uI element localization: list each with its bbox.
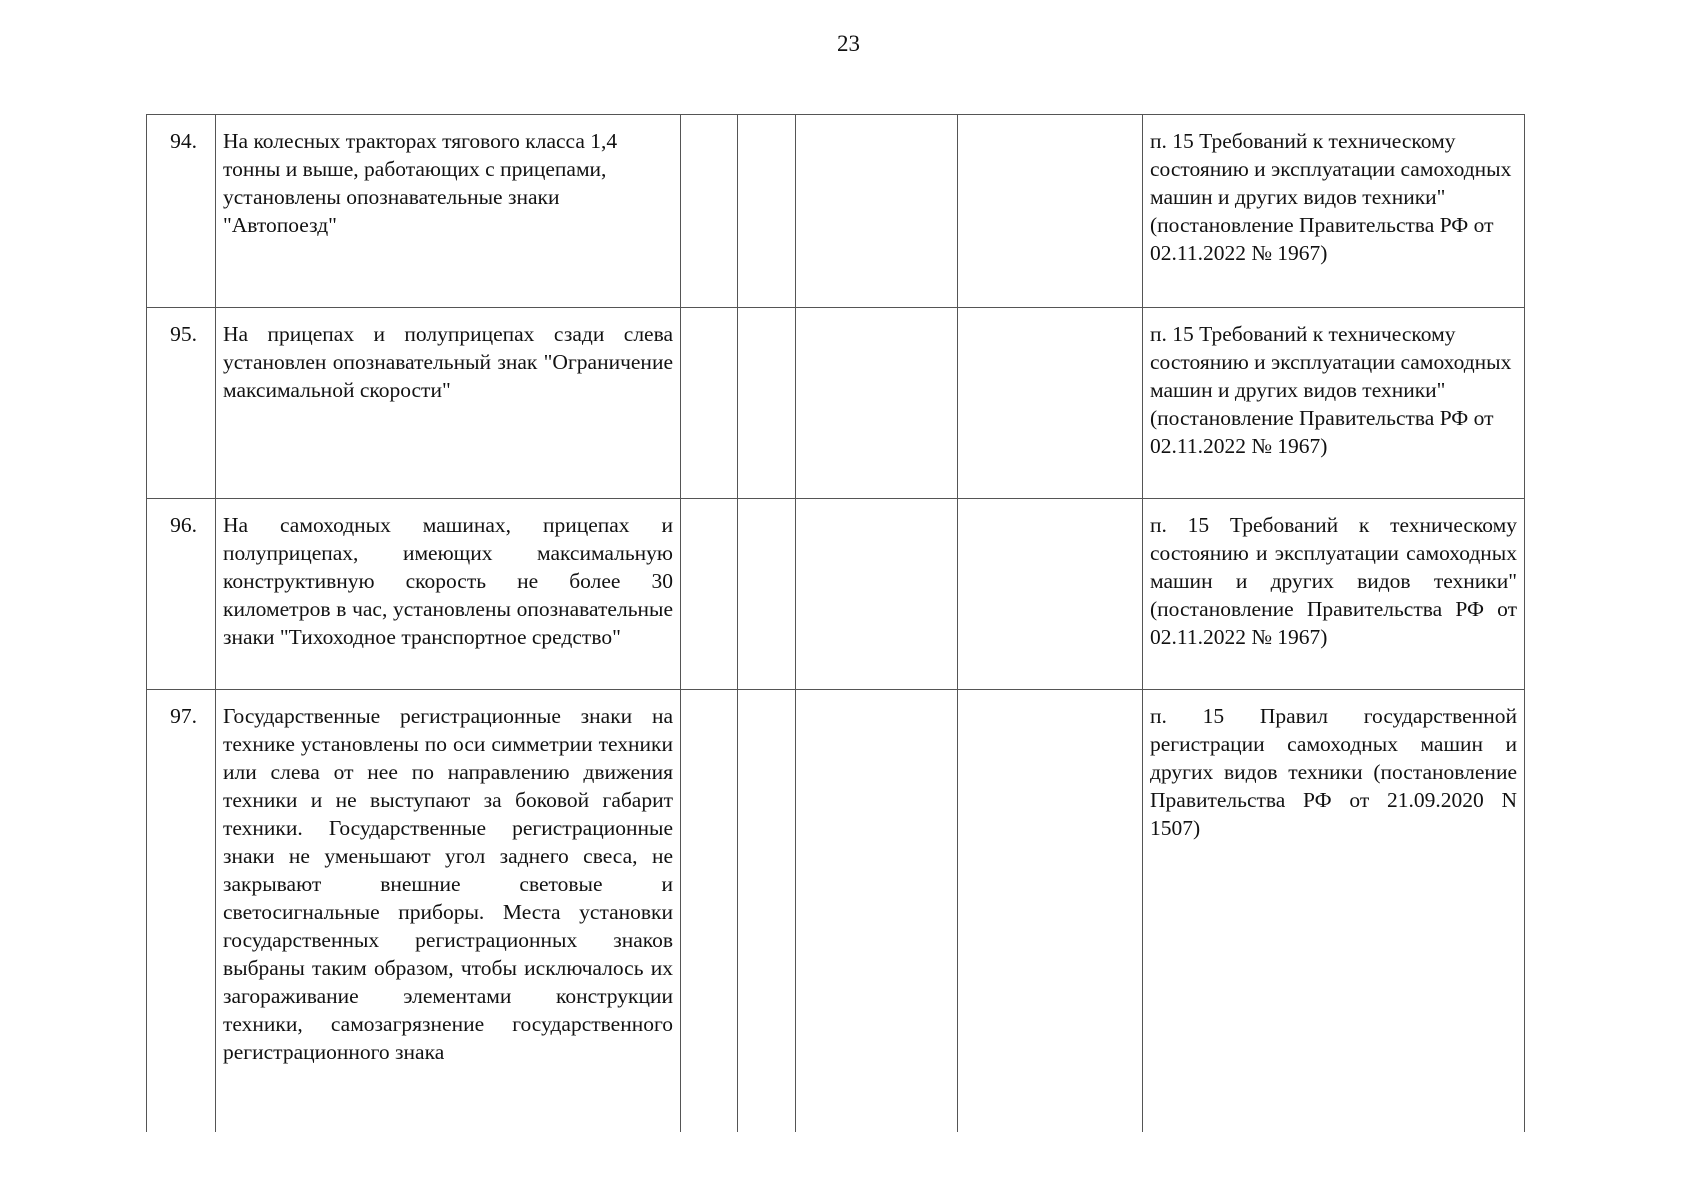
page-number: 23 xyxy=(837,31,860,56)
answer-na-cell xyxy=(796,115,958,308)
answer-no-cell xyxy=(738,690,796,1133)
table-row xyxy=(147,308,1525,499)
table-row xyxy=(147,690,1525,1133)
note-cell xyxy=(958,115,1143,308)
reference-text: п. 15 Правил государственной регистрации самоходных машин и других видов техники (постановление Правительства РФ от 21.09.2020 N 1507) xyxy=(1150,704,1517,840)
note-cell xyxy=(958,308,1143,499)
reference-cell xyxy=(1143,499,1525,690)
answer-no-cell xyxy=(738,499,796,690)
answer-no-cell xyxy=(738,308,796,499)
row-number: 97. xyxy=(147,690,216,1133)
requirement-text: На прицепах и полуприцепах сзади слева установлен опознавательный знак "Ограничение максимальной скорости" xyxy=(223,322,673,402)
requirement-text: На колесных тракторах тягового класса 1,4 тонны и выше, работающих с прицепами, установлены опознавательные знаки "Автопоезд" xyxy=(223,129,618,237)
reference-text: п. 15 Требований к техническому состоянию и эксплуатации самоходных машин и других видов техники" (постановление Правительства РФ от 02.11.2022 № 1967) xyxy=(1150,129,1512,265)
requirement-text: На самоходных машинах, прицепах и полуприцепах, имеющих максимальную конструктивную скорость не более 30 километров в час, установлены опознавательные знаки "Тихоходное транспортное средство" xyxy=(223,513,673,649)
reference-cell xyxy=(1143,308,1525,499)
table-row xyxy=(147,115,1525,308)
requirement-cell xyxy=(216,308,681,499)
answer-na-cell xyxy=(796,690,958,1133)
requirement-cell xyxy=(216,499,681,690)
reference-text: п. 15 Требований к техническому состоянию и эксплуатации самоходных машин и других видов техники" (постановление Правительства РФ от 02.11.2022 № 1967) xyxy=(1150,322,1512,458)
requirement-cell xyxy=(216,690,681,1133)
reference-cell xyxy=(1143,690,1525,1133)
note-cell xyxy=(958,499,1143,690)
requirement-cell xyxy=(216,115,681,308)
table-row xyxy=(147,499,1525,690)
checklist-table xyxy=(146,114,1525,1132)
row-number: 95. xyxy=(147,308,216,499)
reference-cell xyxy=(1143,115,1525,308)
answer-yes-cell xyxy=(681,308,738,499)
answer-yes-cell xyxy=(681,115,738,308)
requirement-text: Государственные регистрационные знаки на технике установлены по оси симметрии техники или слева от нее по направлению движения техники и не выступают за боковой габарит техники. Государственные регистрационные знаки не уменьшают угол заднего свеса, не закрывают внешние световые и светосигнальные приборы. Места установки государственных регистрационных знаков выбраны таким образом, чтобы исключалось их загораживание элементами конструкции техники, самозагрязнение государственного регистрационного знака xyxy=(223,704,673,1064)
reference-text: п. 15 Требований к техническому состоянию и эксплуатации самоходных машин и других видов техники" (постановление Правительства РФ от 02.11.2022 № 1967) xyxy=(1150,513,1517,649)
answer-no-cell xyxy=(738,115,796,308)
answer-na-cell xyxy=(796,499,958,690)
answer-na-cell xyxy=(796,308,958,499)
answer-yes-cell xyxy=(681,690,738,1133)
row-number: 96. xyxy=(147,499,216,690)
row-number: 94. xyxy=(147,115,216,308)
answer-yes-cell xyxy=(681,499,738,690)
note-cell xyxy=(958,690,1143,1133)
